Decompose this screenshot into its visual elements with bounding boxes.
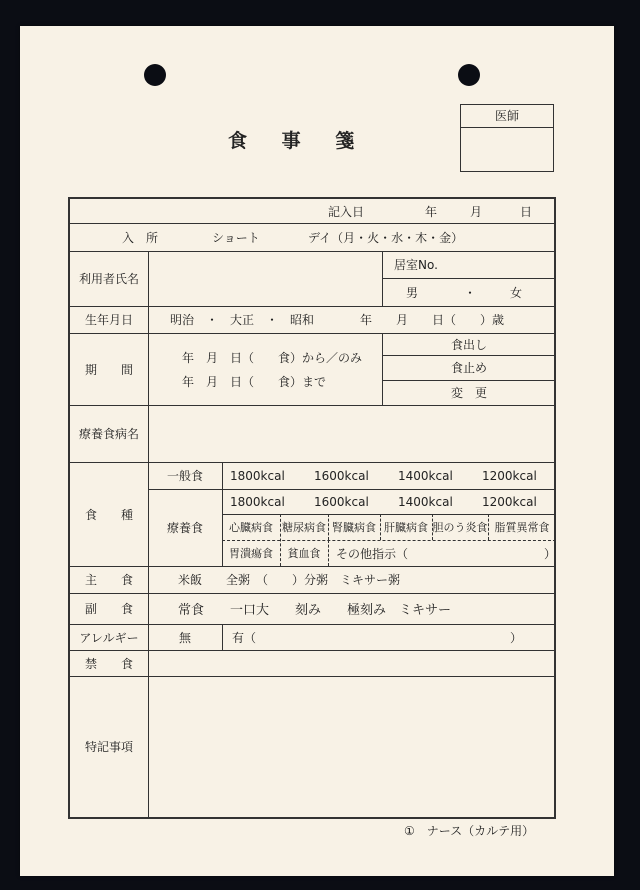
disease-name-field[interactable] [150,407,554,460]
option-nyusho[interactable]: 入 所 [122,230,159,245]
gender-female[interactable]: 女 [510,285,523,300]
diet-heart[interactable]: 心臓病食 [229,521,273,534]
doctor-label: 医師 [461,105,553,128]
gender-separator: ・ [464,285,477,300]
punch-hole [144,64,166,86]
diet-gastric-ulcer[interactable]: 胃潰瘍食 [229,547,273,560]
punch-hole [458,64,480,86]
side-dish-options[interactable]: 常食 一口大 刻み 極刻み ミキサー [178,603,452,618]
general-kcal-1800[interactable]: 1800kcal [230,468,285,483]
notes-field[interactable] [150,678,554,815]
birth-date-ymd[interactable]: 年 月 日（ ）歳 [360,313,505,327]
period-until[interactable]: 年 月 日（ 食）まで [182,374,327,389]
allergy-yes-option[interactable]: 有（ [232,630,257,645]
diet-anemia[interactable]: 貧血食 [287,547,321,560]
form-title: 食 事 箋 [228,130,369,152]
birth-date-label: 生年月日 [84,313,133,327]
therapeutic-kcal-1800[interactable]: 1800kcal [230,494,285,509]
copy-label: ① ナース（カルテ用） [404,824,535,838]
period-label: 期 間 [84,362,133,377]
diet-other-instructions[interactable]: その他指示（ [336,546,409,561]
therapeutic-kcal-1600[interactable]: 1600kcal [314,494,369,509]
disease-name-label: 療養食病名 [78,427,139,441]
room-number-label: 居室No. [394,258,438,272]
general-kcal-1400[interactable]: 1400kcal [398,468,453,483]
user-name-label: 利用者氏名 [78,272,139,286]
diet-dyslipidemia[interactable]: 脂質異常食 [494,521,550,534]
allergy-none-option[interactable]: 無 [178,630,191,645]
meal-change-option[interactable]: 変 更 [450,386,487,400]
prohibited-food-label: 禁 食 [84,656,133,671]
meal-stop-option[interactable]: 食止め [450,361,487,375]
gender-male[interactable]: 男 [406,285,419,300]
general-diet-label: 一般食 [166,469,203,483]
doctor-signature-box[interactable] [460,104,554,172]
birth-era-options[interactable]: 明治 ・ 大正 ・ 昭和 [170,313,315,327]
record-date-year: 年 [425,204,438,219]
staple-food-options[interactable]: 米飯 全粥 （ ）分粥 ミキサー粥 [178,573,401,587]
allergy-label: アレルギー [79,630,139,645]
diet-diabetes[interactable]: 糖尿病食 [282,521,326,534]
period-from[interactable]: 年 月 日（ 食）から／のみ [182,350,363,365]
therapeutic-diet-label: 療養食 [166,521,203,535]
meal-start-option[interactable]: 食出し [450,337,487,352]
allergy-close: ） [510,630,523,645]
diet-gallbladder[interactable]: 胆のう炎食 [432,521,488,534]
prohibited-food-field[interactable] [150,652,554,674]
notes-label: 特記事項 [84,740,133,754]
option-day[interactable]: デイ（月・火・水・木・金） [308,230,464,245]
meal-type-label: 食 種 [84,507,133,522]
record-date-label: 記入日 [328,204,365,219]
user-name-field[interactable] [150,253,380,304]
option-short[interactable]: ショート [212,230,260,245]
therapeutic-kcal-1400[interactable]: 1400kcal [398,494,453,509]
staple-food-label: 主 食 [84,573,133,587]
therapeutic-kcal-1200[interactable]: 1200kcal [482,494,537,509]
general-kcal-1600[interactable]: 1600kcal [314,468,369,483]
record-date-day: 日 [520,204,533,219]
diet-liver[interactable]: 肝臓病食 [384,521,428,534]
general-kcal-1200[interactable]: 1200kcal [482,468,537,483]
record-date-month: 月 [470,204,483,219]
diet-kidney[interactable]: 腎臓病食 [332,521,376,534]
meal-order-form [68,197,556,819]
diet-other-close: ） [544,546,557,561]
side-dish-label: 副 食 [84,602,133,616]
